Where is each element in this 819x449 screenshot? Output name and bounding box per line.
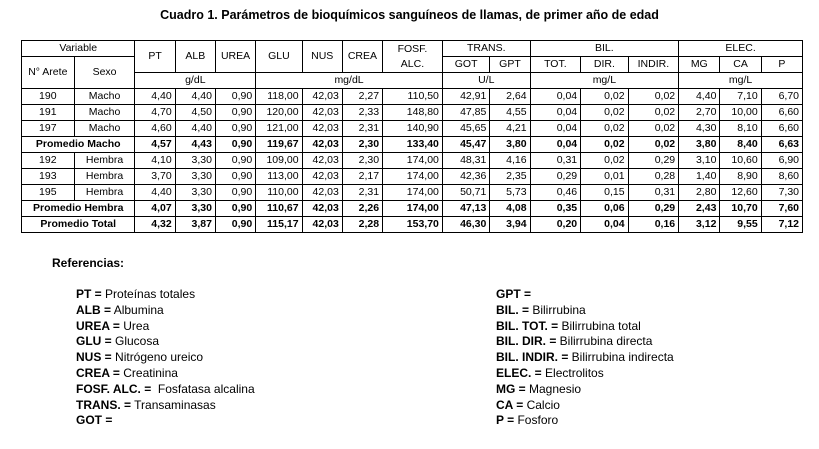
reference-item	[496, 350, 674, 366]
value-cell: 42,03	[302, 185, 342, 201]
reference-desc: Calcio	[523, 397, 560, 412]
nus-header: NUS	[302, 41, 342, 73]
reference-item	[76, 287, 255, 303]
value-cell: 2,28	[342, 217, 382, 233]
reference-item	[76, 334, 255, 350]
value-cell: 0,90	[215, 89, 255, 105]
bil-header: BIL.	[530, 41, 679, 57]
value-cell: 47,13	[442, 201, 489, 217]
value-cell: 0,02	[581, 89, 628, 105]
arete-header: N° Arete	[22, 57, 75, 89]
reference-item	[496, 398, 674, 414]
value-cell: 3,80	[490, 137, 530, 153]
biochem-table	[21, 40, 803, 233]
value-cell: 0,02	[581, 121, 628, 137]
value-cell: 0,29	[628, 153, 679, 169]
references-title: Referencias:	[52, 256, 125, 270]
value-cell: 174,00	[383, 169, 443, 185]
unit-mgl-elec: mg/L	[679, 73, 803, 89]
reference-item	[76, 366, 255, 382]
value-cell: 2,64	[490, 89, 530, 105]
value-cell: 110,67	[256, 201, 302, 217]
value-cell: 153,70	[383, 217, 443, 233]
reference-abbr: GOT =	[76, 413, 113, 428]
bil-dir-header: DIR.	[581, 57, 628, 73]
reference-abbr: NUS =	[76, 350, 112, 365]
value-cell: 0,90	[215, 137, 255, 153]
reference-item	[496, 413, 674, 429]
value-cell: 4,40	[135, 185, 175, 201]
value-cell: 0,29	[530, 169, 581, 185]
value-cell: 2,17	[342, 169, 382, 185]
arete-cell: 191	[22, 105, 75, 121]
got-header: GOT	[442, 57, 489, 73]
arete-cell: 192	[22, 153, 75, 169]
value-cell: 12,60	[720, 185, 761, 201]
reference-abbr: ELEC. =	[496, 365, 542, 380]
value-cell: 4,50	[175, 105, 215, 121]
p-header: P	[761, 57, 802, 73]
value-cell: 46,30	[442, 217, 489, 233]
variable-header: Variable	[22, 41, 135, 57]
value-cell: 4,07	[135, 201, 175, 217]
value-cell: 9,55	[720, 217, 761, 233]
table-row	[22, 121, 803, 137]
unit-mgl: mg/L	[530, 73, 679, 89]
reference-abbr: PT =	[76, 287, 102, 301]
row-label: Promedio Macho	[22, 137, 135, 153]
table-caption: Cuadro 1. Parámetros de bioquímicos sanguíneos de llamas, de primer año de edad	[160, 8, 659, 22]
row-label: Promedio Hembra	[22, 201, 135, 217]
reference-abbr: BIL. INDIR. =	[496, 350, 569, 365]
value-cell: 3,87	[175, 217, 215, 233]
reference-item	[76, 350, 255, 366]
value-cell: 0,04	[530, 105, 581, 121]
bil-indir-header: INDIR.	[628, 57, 679, 73]
value-cell: 0,02	[628, 105, 679, 121]
value-cell: 4,21	[490, 121, 530, 137]
sexo-cell: Hembra	[74, 169, 135, 185]
value-cell: 42,03	[302, 89, 342, 105]
value-cell: 42,03	[302, 105, 342, 121]
value-cell: 3,30	[175, 153, 215, 169]
sexo-header: Sexo	[74, 57, 135, 89]
value-cell: 174,00	[383, 185, 443, 201]
value-cell: 0,02	[628, 89, 679, 105]
value-cell: 4,32	[135, 217, 175, 233]
value-cell: 5,73	[490, 185, 530, 201]
reference-abbr: TRANS. =	[76, 397, 132, 412]
value-cell: 4,16	[490, 153, 530, 169]
value-cell: 8,90	[720, 169, 761, 185]
reference-abbr: CA =	[496, 397, 524, 412]
reference-item	[76, 319, 255, 335]
reference-abbr: BIL. =	[496, 302, 530, 317]
value-cell: 2,33	[342, 105, 382, 121]
value-cell: 42,03	[302, 137, 342, 153]
bil-tot-header: TOT.	[530, 57, 581, 73]
value-cell: 0,35	[530, 201, 581, 217]
gpt-header: GPT	[490, 57, 530, 73]
reference-desc: Creatinina	[119, 365, 178, 380]
value-cell: 4,08	[490, 201, 530, 217]
value-cell: 47,85	[442, 105, 489, 121]
value-cell: 110,50	[383, 89, 443, 105]
arete-cell: 197	[22, 121, 75, 137]
arete-cell: 193	[22, 169, 75, 185]
value-cell: 4,60	[135, 121, 175, 137]
reference-abbr: GPT =	[496, 287, 532, 301]
value-cell: 6,90	[761, 153, 802, 169]
value-cell: 45,65	[442, 121, 489, 137]
value-cell: 0,90	[215, 217, 255, 233]
value-cell: 42,03	[302, 169, 342, 185]
sexo-cell: Hembra	[74, 153, 135, 169]
references-left-column	[76, 287, 255, 429]
reference-item	[496, 287, 674, 303]
value-cell: 0,04	[530, 121, 581, 137]
value-cell: 148,80	[383, 105, 443, 121]
value-cell: 0,20	[530, 217, 581, 233]
value-cell: 115,17	[256, 217, 302, 233]
value-cell: 0,31	[628, 185, 679, 201]
reference-abbr: CREA =	[76, 365, 120, 380]
reference-item	[496, 366, 674, 382]
reference-abbr: BIL. TOT. =	[496, 318, 559, 333]
value-cell: 50,71	[442, 185, 489, 201]
trans-header: TRANS.	[442, 41, 530, 57]
reference-abbr: GLU =	[76, 334, 112, 349]
reference-desc: Urea	[119, 318, 150, 333]
elec-header: ELEC.	[679, 41, 803, 57]
pt-header: PT	[135, 41, 175, 73]
value-cell: 8,60	[761, 169, 802, 185]
sexo-cell: Macho	[74, 89, 135, 105]
value-cell: 118,00	[256, 89, 302, 105]
sexo-cell: Macho	[74, 105, 135, 121]
sexo-cell: Hembra	[74, 185, 135, 201]
value-cell: 3,30	[175, 169, 215, 185]
value-cell: 0,15	[581, 185, 628, 201]
table-row	[22, 169, 803, 185]
value-cell: 0,46	[530, 185, 581, 201]
value-cell: 4,10	[135, 153, 175, 169]
row-label: Promedio Total	[22, 217, 135, 233]
value-cell: 8,10	[720, 121, 761, 137]
table-row	[22, 105, 803, 121]
value-cell: 45,47	[442, 137, 489, 153]
ca-header: CA	[720, 57, 761, 73]
arete-cell: 190	[22, 89, 75, 105]
value-cell: 3,10	[679, 153, 720, 169]
value-cell: 0,90	[215, 121, 255, 137]
unit-ul: U/L	[442, 73, 530, 89]
value-cell: 3,94	[490, 217, 530, 233]
value-cell: 2,70	[679, 105, 720, 121]
fosf-line1: FOSF.	[397, 42, 428, 55]
value-cell: 4,40	[679, 89, 720, 105]
reference-desc: Glucosa	[111, 334, 160, 349]
value-cell: 109,00	[256, 153, 302, 169]
reference-desc: Proteínas totales	[101, 287, 196, 301]
value-cell: 8,40	[720, 137, 761, 153]
value-cell: 42,03	[302, 153, 342, 169]
unit-mgdl: mg/dL	[256, 73, 443, 89]
value-cell: 3,70	[135, 169, 175, 185]
value-cell: 0,02	[581, 105, 628, 121]
value-cell: 0,02	[628, 137, 679, 153]
reference-item	[76, 413, 255, 429]
value-cell: 0,04	[530, 89, 581, 105]
reference-desc: Nitrógeno ureico	[111, 350, 204, 365]
reference-item	[76, 398, 255, 414]
reference-abbr: MG =	[496, 381, 526, 396]
value-cell: 4,40	[175, 121, 215, 137]
table-row	[22, 153, 803, 169]
value-cell: 2,30	[342, 137, 382, 153]
reference-item	[496, 303, 674, 319]
value-cell: 3,12	[679, 217, 720, 233]
value-cell: 174,00	[383, 201, 443, 217]
reference-desc: Bilirrubina indirecta	[568, 350, 674, 365]
value-cell: 0,90	[215, 105, 255, 121]
value-cell: 0,02	[581, 137, 628, 153]
value-cell: 42,03	[302, 201, 342, 217]
references-right-column	[496, 287, 674, 429]
value-cell: 4,55	[490, 105, 530, 121]
value-cell: 3,30	[175, 185, 215, 201]
value-cell: 4,43	[175, 137, 215, 153]
value-cell: 3,30	[175, 201, 215, 217]
value-cell: 0,29	[628, 201, 679, 217]
value-cell: 2,80	[679, 185, 720, 201]
value-cell: 42,36	[442, 169, 489, 185]
value-cell: 42,03	[302, 217, 342, 233]
value-cell: 6,63	[761, 137, 802, 153]
value-cell: 10,70	[720, 201, 761, 217]
value-cell: 0,04	[530, 137, 581, 153]
reference-desc: Magnesio	[525, 381, 582, 396]
value-cell: 0,04	[581, 217, 628, 233]
value-cell: 0,90	[215, 169, 255, 185]
reference-desc: Bilirrubina total	[558, 318, 641, 333]
summary-row	[22, 137, 803, 153]
value-cell: 120,00	[256, 105, 302, 121]
value-cell: 6,70	[761, 89, 802, 105]
reference-abbr: UREA =	[76, 318, 120, 333]
value-cell: 119,67	[256, 137, 302, 153]
value-cell: 7,12	[761, 217, 802, 233]
value-cell: 0,16	[628, 217, 679, 233]
value-cell: 2,27	[342, 89, 382, 105]
reference-abbr: BIL. DIR. =	[496, 334, 557, 349]
value-cell: 4,70	[135, 105, 175, 121]
reference-desc: Bilirrubina directa	[556, 334, 653, 349]
value-cell: 0,90	[215, 153, 255, 169]
value-cell: 7,10	[720, 89, 761, 105]
value-cell: 110,00	[256, 185, 302, 201]
value-cell: 4,40	[175, 89, 215, 105]
value-cell: 0,02	[628, 121, 679, 137]
value-cell: 2,43	[679, 201, 720, 217]
value-cell: 0,90	[215, 185, 255, 201]
fosf-alc-header	[383, 41, 443, 73]
value-cell: 2,26	[342, 201, 382, 217]
reference-item	[496, 319, 674, 335]
value-cell: 0,28	[628, 169, 679, 185]
reference-item	[76, 382, 255, 398]
reference-item	[496, 334, 674, 350]
value-cell: 7,60	[761, 201, 802, 217]
urea-header: UREA	[215, 41, 255, 73]
value-cell: 48,31	[442, 153, 489, 169]
glu-header: GLU	[256, 41, 302, 73]
reference-desc: Fosforo	[514, 413, 559, 428]
value-cell: 0,90	[215, 201, 255, 217]
value-cell: 113,00	[256, 169, 302, 185]
value-cell: 6,60	[761, 105, 802, 121]
value-cell: 0,31	[530, 153, 581, 169]
value-cell: 42,91	[442, 89, 489, 105]
value-cell: 42,03	[302, 121, 342, 137]
value-cell: 6,60	[761, 121, 802, 137]
table-row	[22, 185, 803, 201]
crea-header: CREA	[342, 41, 382, 73]
reference-abbr: P =	[496, 413, 515, 428]
arete-cell: 195	[22, 185, 75, 201]
value-cell: 133,40	[383, 137, 443, 153]
value-cell: 140,90	[383, 121, 443, 137]
reference-abbr: FOSF. ALC. =	[76, 381, 152, 396]
reference-item	[496, 382, 674, 398]
value-cell: 2,35	[490, 169, 530, 185]
reference-desc: Fosfatasa alcalina	[151, 381, 255, 396]
value-cell: 0,01	[581, 169, 628, 185]
value-cell: 174,00	[383, 153, 443, 169]
fosf-line2: ALC.	[400, 57, 425, 70]
value-cell: 0,06	[581, 201, 628, 217]
sexo-cell: Macho	[74, 121, 135, 137]
reference-item	[76, 303, 255, 319]
value-cell: 10,60	[720, 153, 761, 169]
value-cell: 2,31	[342, 121, 382, 137]
value-cell: 121,00	[256, 121, 302, 137]
summary-row	[22, 201, 803, 217]
mg-header: MG	[679, 57, 720, 73]
reference-desc: Albumina	[111, 302, 164, 317]
value-cell: 4,57	[135, 137, 175, 153]
value-cell: 2,30	[342, 153, 382, 169]
value-cell: 10,00	[720, 105, 761, 121]
value-cell: 7,30	[761, 185, 802, 201]
value-cell: 4,40	[135, 89, 175, 105]
table-row	[22, 89, 803, 105]
reference-desc: Bilirrubina	[529, 302, 586, 317]
value-cell: 2,31	[342, 185, 382, 201]
reference-desc: Transaminasas	[131, 397, 216, 412]
summary-row	[22, 217, 803, 233]
value-cell: 4,30	[679, 121, 720, 137]
unit-gdl: g/dL	[135, 73, 256, 89]
reference-desc: Electrolitos	[541, 365, 604, 380]
value-cell: 3,80	[679, 137, 720, 153]
reference-abbr: ALB =	[76, 302, 112, 317]
value-cell: 1,40	[679, 169, 720, 185]
alb-header: ALB	[175, 41, 215, 73]
value-cell: 0,02	[581, 153, 628, 169]
